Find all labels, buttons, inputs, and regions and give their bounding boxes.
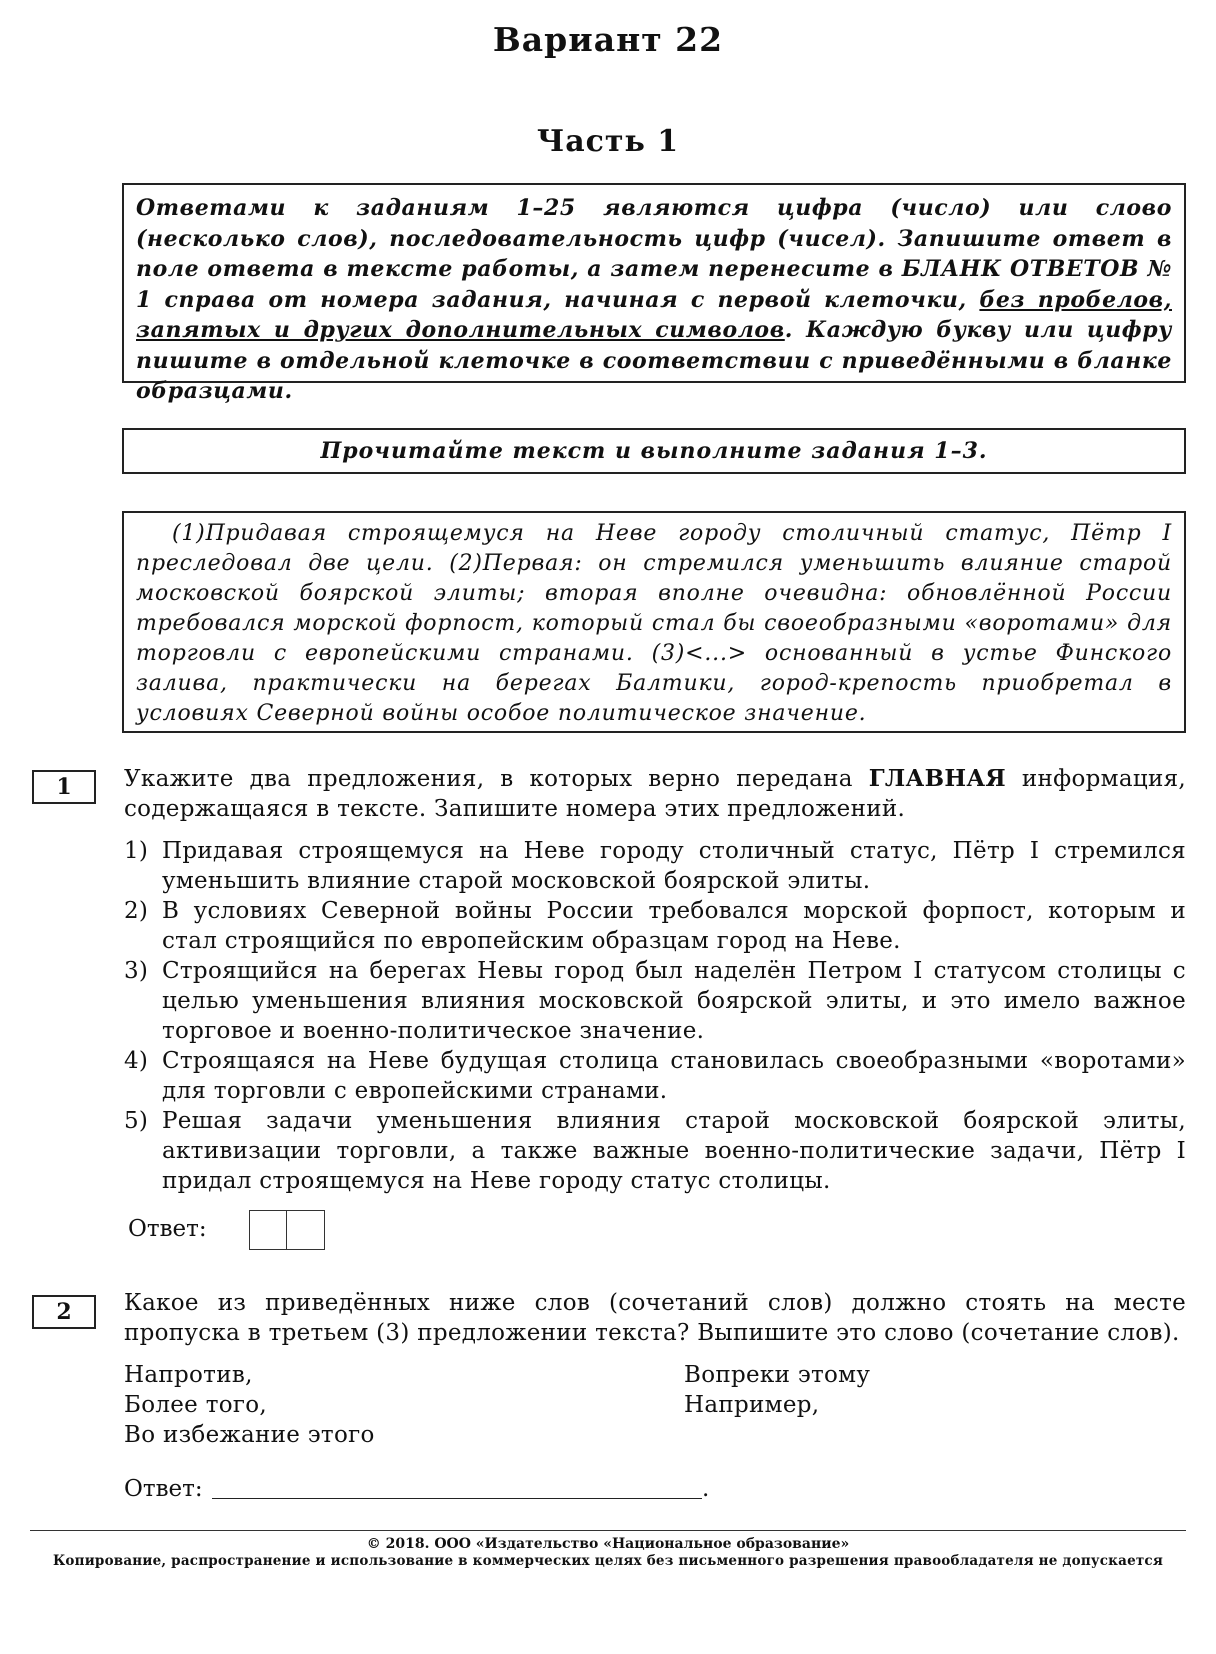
task-1-prompt-start: Укажите два предложения, в которых верно передана <box>124 766 869 792</box>
footer-divider <box>30 1530 1186 1531</box>
option-4-text: Строящаяся на Неве будущая столица становилась своеобразными «воротами» для торговли с европейскими странами. <box>162 1048 1186 1104</box>
option-2-text: В условиях Северной войны России требовался морской форпост, которым и стал строящийся по европейским образцам город на Неве. <box>162 898 1186 954</box>
task-1-prompt-bold: ГЛАВНАЯ <box>868 765 1006 792</box>
word-option: Во избежание этого <box>124 1422 375 1448</box>
answer-cell[interactable] <box>287 1210 325 1250</box>
option-1-number: 1) <box>124 838 149 864</box>
task-1-prompt-end: информация, содержащаяся в тексте. Запишите номера этих предложений. <box>124 766 1186 822</box>
task-2-words-right <box>684 1360 870 1420</box>
read-prompt-box <box>122 428 1186 474</box>
task-2-answer-line[interactable] <box>212 1498 702 1499</box>
word-option: Напротив, <box>124 1362 253 1388</box>
part-title: Часть 1 <box>536 124 680 159</box>
option-3-text: Строящийся на берегах Невы город был наделён Петром I статусом столицы с целью уменьшения влияния московской боярской элиты, и это имело важное торговое и военно-политическое значение. <box>162 958 1186 1044</box>
instructions-underlined: без пробелов, запятых и других дополнительных символов <box>136 286 1172 343</box>
instructions-text: Ответами к заданиям 1–25 являются цифра (число) или слово (несколько слов), последовательность цифр (чисел). Запишите ответ в поле ответа в тексте работы, а затем перенесите в БЛАНК ОТВЕТОВ № 1 справа от номера задания, начиная с первой клеточки, <box>136 195 1172 313</box>
option-1-text: Придавая строящемуся на Неве городу столичный статус, Пётр I стремился уменьшить влияние старой московской боярской элиты. <box>162 838 1186 894</box>
option-2 <box>124 896 1186 956</box>
option-4 <box>124 1046 1186 1106</box>
word-option: Вопреки этому <box>684 1362 871 1388</box>
option-3 <box>124 956 1186 1046</box>
task-2-answer-label: Ответ: <box>124 1476 203 1502</box>
task-1-options <box>124 836 1186 1196</box>
option-5-text: Решая задачи уменьшения влияния старой московской боярской элиты, активизации торговли, а также важные военно-политические задачи, Пётр I придал строящемуся на Неве городу статус столицы. <box>162 1108 1186 1194</box>
task-2-number: 2 <box>32 1295 96 1329</box>
instructions-box <box>122 183 1186 404</box>
answer-cell[interactable] <box>249 1210 287 1250</box>
footer-copyright: © 2018. ООО «Издательство «Национальное образование» <box>366 1536 850 1552</box>
task-2-answer-end: . <box>702 1476 710 1502</box>
option-3-number: 3) <box>124 958 149 984</box>
variant-title: Вариант 22 <box>492 20 724 59</box>
task-2-prompt: Какое из приведённых ниже слов (сочетаний слов) должно стоять на месте пропуска в третьем (3) предложении текста? Выпишите это слово (сочетание слов). <box>124 1290 1186 1346</box>
option-1 <box>124 836 1186 896</box>
word-option: Более того, <box>124 1392 267 1418</box>
source-text: (1)Придавая строящемуся на Неве городу столичный статус, Пётр I преследовал две цели. (2)Первая: он стремился уменьшить влияние старой московской боярской элиты; вторая вполне очевидна: обновлённой России требовался морской форпост, который стал бы своеобразными «воротами» для торговли с европейскими странами. (3)<...> основанный в устье Финского залива, практически на берегах Балтики, город-крепость приобретал в условиях Северной войны особое политическое значение. <box>136 521 1172 726</box>
read-prompt: Прочитайте текст и выполните задания 1–3. <box>320 438 988 464</box>
word-option: Например, <box>684 1392 820 1418</box>
source-text-box <box>122 511 1186 733</box>
task-1-answer-label: Ответ: <box>128 1216 207 1242</box>
option-5 <box>124 1106 1186 1196</box>
task-1-prompt <box>124 764 1186 824</box>
option-5-number: 5) <box>124 1108 149 1134</box>
option-2-number: 2) <box>124 898 149 924</box>
task-2-words-left <box>124 1360 375 1450</box>
instructions-text-end: . Каждую букву или цифру пишите в отдельной клеточке в соответствии с приведёнными в бланке образцами. <box>136 317 1172 404</box>
task-1-number: 1 <box>32 770 96 804</box>
option-4-number: 4) <box>124 1048 149 1074</box>
task-1-answer-cells[interactable] <box>249 1210 325 1250</box>
footer-notice: Копирование, распространение и использование в коммерческих целях без письменного разрешения правообладателя не допускается <box>52 1553 1164 1569</box>
